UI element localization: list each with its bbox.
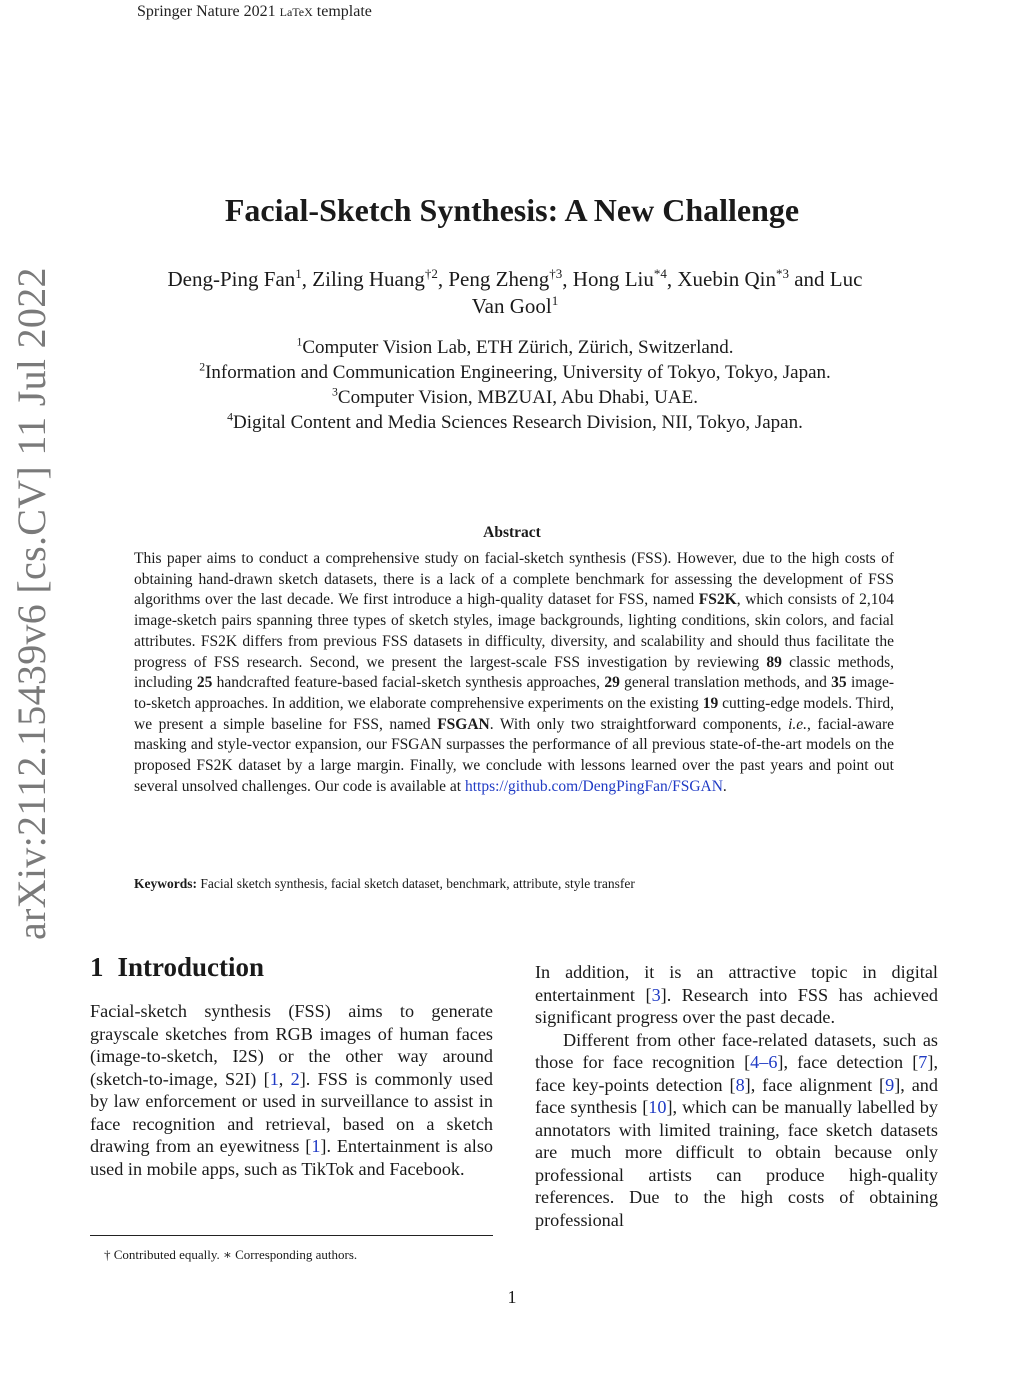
page-number: 1 [507,1287,517,1307]
code-link[interactable]: https://github.com/DengPingFan/FSGAN [464,777,723,795]
paragraph: Facial-sketch synthesis (FSS) aims to generate grayscale sketches from RGB images of human faces (image-to-sketch, I2S) or the other way around (sketch-to-image, S2I) [1, 2]. FSS is commonly used by law enforcement or used in surveillance to assist in face recognition and retrieval, based on a sketch drawing from an eyewitness [1]. Entertainment is also used in mobile apps, such as TikTok and Facebook. [90,1001,493,1179]
citation-link[interactable]: 7 [918,1052,928,1072]
right-column [535,961,938,1231]
author-list: Deng-Ping Fan$^1$, Ziling Huang$^{\dagger 2}$, Peng Zheng$^{\dagger 3}$, Hong Liu$^{*4}$, Xuebin Qin$^{*3}$ and Luc Van Gool$^1$ [167,266,863,318]
paragraph: In addition, it is an attractive topic in digital entertainment [3]. Research into FSS has achieved significant progress over the past decade. [535,962,938,1027]
footnote: † Contributed equally. ∗ Corresponding authors. [104,1247,358,1262]
arxiv-stamp: arXiv:2112.15439v6 [cs.CV] 11 Jul 2022 [9,267,54,940]
left-column [90,1000,493,1180]
citation-link[interactable]: 1 [311,1136,321,1156]
paper-title: Facial-Sketch Synthesis: A New Challenge [224,192,800,228]
citation-link[interactable]: 8 [735,1074,745,1095]
paragraph: Different from other face-related datasets, such as those for face recognition [4–6], face detection [7], face key-points detection [8], face alignment [9], and face synthesis [10], which can be manually labelled by annotators with limited training, face sketch datasets are much more difficult to obtain because only professional artists can produce high-quality references. Due to the high costs of obtaining professional [535,1029,938,1230]
citation-link[interactable]: 4–6 [750,1052,778,1072]
affiliation: $^1$Computer Vision Lab, ETH Zürich, Zürich, Switzerland. [296,335,734,358]
affiliation: $^3$Computer Vision, MBZUAI, Abu Dhabi, UAE. [332,385,698,408]
affiliation: $^4$Digital Content and Media Sciences Research Division, NII, Tokyo, Japan. [227,410,803,433]
latex-logo: LaTeX [279,5,313,19]
citation-link[interactable]: 9 [885,1074,895,1095]
citation-link[interactable]: 1 [269,1068,279,1089]
abstract-heading: Abstract [483,524,541,541]
affiliations [90,335,940,435]
footnote-rule [90,1235,493,1236]
abstract-body: This paper aims to conduct a comprehensive study on facial-sketch synthesis (FSS). However, due to the high costs of obtaining hand-drawn sketch datasets, there is a lack of a complete benchmark for assessing the development of FSS algorithms over the last decade. We first introduce a high-quality dataset for FSS, named FS2K, which consists of 2,104 image-sketch pairs spanning three types of sketch styles, image backgrounds, lighting conditions, skin colors, and facial attributes. FS2K differs from previous FSS datasets in difficulty, diversity, and scalability and should thus facilitate the progress of FSS research. Second, we present the largest-scale FSS investigation by reviewing 89 classic methods, including 25 handcrafted feature-based facial-sketch synthesis approaches, 29 general translation methods, and 35 image-to-sketch approaches. In addition, we elaborate comprehensive experiments on the existing 19 cutting-edge models. Third, we present a simple baseline for FSS, named FSGAN. With only two straightforward components, i.e., facial-aware masking and style-vector expansion, our FSGAN surpasses the performance of all previous state-of-the-art models on the proposed FS2K dataset by a large margin. Finally, we conclude with lessons learned over the past years and point out several unsolved challenges. Our code is available at https://github.com/DengPingFan/FSGAN. [134,550,894,795]
section-heading: 1 Introduction [90,952,265,982]
affiliation: $^2$Information and Communication Engineering, University of Tokyo, Tokyo, Japan. [199,360,831,383]
keywords: Keywords: Facial sketch synthesis, facial sketch dataset, benchmark, attribute, style transfer [134,876,635,891]
citation-link[interactable]: 10 [648,1097,667,1117]
citation-link[interactable]: 2 [290,1068,300,1089]
running-header: Springer Nature 2021 LaTeX template [137,3,372,20]
citation-link[interactable]: 3 [651,984,661,1005]
